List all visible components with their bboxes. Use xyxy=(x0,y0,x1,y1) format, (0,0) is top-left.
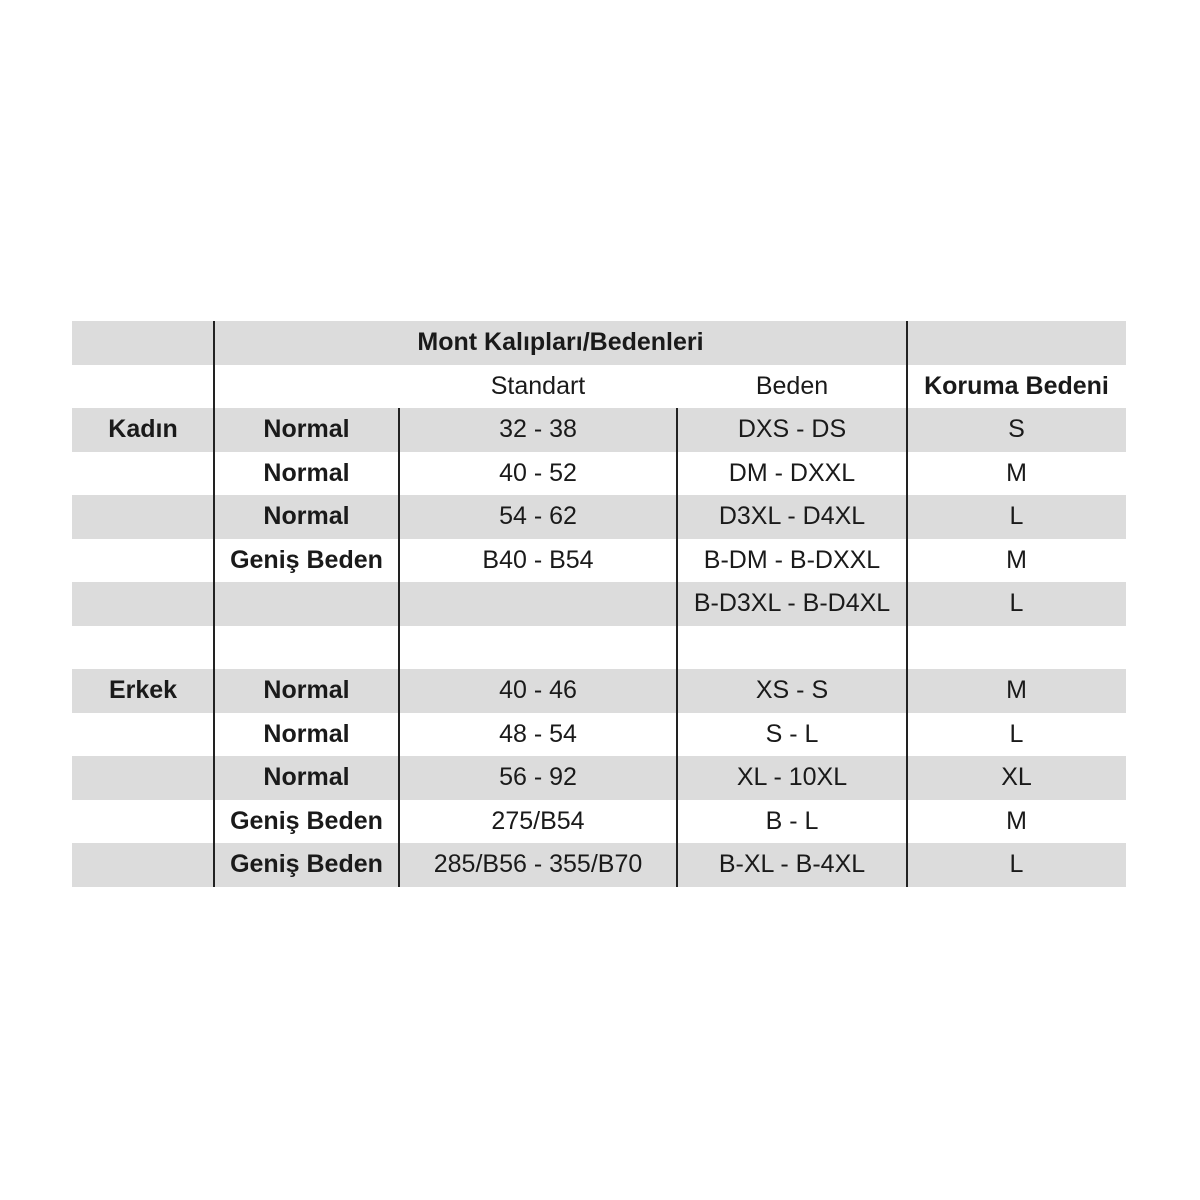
table-row xyxy=(72,539,1126,583)
standart-cell: 40 - 52 xyxy=(499,458,577,487)
beden-cell: B-XL - B-4XL xyxy=(718,850,866,879)
fit-label: Normal xyxy=(263,763,350,792)
koruma-cell: XL xyxy=(1001,763,1032,792)
table-row xyxy=(72,582,1126,626)
fit-label: Normal xyxy=(263,458,350,487)
divider-after-group xyxy=(213,321,215,887)
beden-cell: DM - DXXL xyxy=(728,458,856,487)
fit-label: Normal xyxy=(263,502,350,531)
group-label xyxy=(72,756,214,800)
group-label xyxy=(72,800,214,844)
table-row xyxy=(72,626,1126,670)
fit-label: Normal xyxy=(263,415,350,444)
fit-label: Geniş Beden xyxy=(230,545,383,574)
beden-cell: DXS - DS xyxy=(737,415,847,444)
standart-cell: B40 - B54 xyxy=(482,545,594,574)
table-row xyxy=(72,669,1126,713)
fit-label xyxy=(214,582,399,626)
koruma-cell: L xyxy=(1009,850,1024,879)
table-row xyxy=(72,800,1126,844)
header-row xyxy=(72,365,1126,409)
koruma-cell: M xyxy=(1006,806,1027,835)
beden-cell: B-DM - B-DXXL xyxy=(703,545,881,574)
fit-label: Geniş Beden xyxy=(230,850,383,879)
koruma-cell xyxy=(907,626,1126,670)
beden-cell: XS - S xyxy=(755,676,829,705)
koruma-cell: M xyxy=(1006,458,1027,487)
divider-after-fit xyxy=(398,408,400,887)
fit-label: Geniş Beden xyxy=(230,806,383,835)
group-label xyxy=(72,626,214,670)
standart-cell: 54 - 62 xyxy=(499,502,577,531)
beden-cell: B-D3XL - B-D4XL xyxy=(693,589,891,618)
group-label xyxy=(72,843,214,887)
beden-cell: D3XL - D4XL xyxy=(718,502,866,531)
koruma-cell: L xyxy=(1009,502,1024,531)
table-row xyxy=(72,408,1126,452)
table-row xyxy=(72,495,1126,539)
koruma-cell: L xyxy=(1009,589,1024,618)
koruma-cell: M xyxy=(1006,676,1027,705)
fit-label xyxy=(214,626,399,670)
title-row xyxy=(72,321,1126,365)
divider-after-beden xyxy=(906,321,908,887)
standart-cell: 32 - 38 xyxy=(499,415,577,444)
group-label xyxy=(72,452,214,496)
group-label: Kadın xyxy=(108,415,178,444)
group-label: Erkek xyxy=(108,676,178,705)
standart-cell: 285/B56 - 355/B70 xyxy=(433,850,643,879)
beden-cell xyxy=(677,626,907,670)
koruma-cell: S xyxy=(1008,415,1025,444)
standart-cell: 275/B54 xyxy=(491,806,585,835)
standart-cell: 48 - 54 xyxy=(499,719,577,748)
table-title: Mont Kalıpları/Bedenleri xyxy=(417,328,704,357)
group-label xyxy=(72,713,214,757)
group-label xyxy=(72,582,214,626)
header-beden: Beden xyxy=(755,371,829,400)
header-standart: Standart xyxy=(490,371,586,400)
beden-cell: S - L xyxy=(765,719,819,748)
beden-cell: XL - 10XL xyxy=(736,763,848,792)
koruma-cell: M xyxy=(1006,545,1027,574)
table-row xyxy=(72,843,1126,887)
group-label xyxy=(72,539,214,583)
table-row xyxy=(72,452,1126,496)
fit-label: Normal xyxy=(263,719,350,748)
standart-cell: 40 - 46 xyxy=(499,676,577,705)
standart-cell xyxy=(399,582,677,626)
fit-label: Normal xyxy=(263,676,350,705)
size-table xyxy=(72,321,1126,887)
header-koruma-bedeni: Koruma Bedeni xyxy=(924,371,1109,400)
standart-cell: 56 - 92 xyxy=(499,763,577,792)
table-row xyxy=(72,756,1126,800)
table-row xyxy=(72,713,1126,757)
group-label xyxy=(72,495,214,539)
beden-cell: B - L xyxy=(765,806,819,835)
divider-after-standart xyxy=(676,408,678,887)
koruma-cell: L xyxy=(1009,719,1024,748)
standart-cell xyxy=(399,626,677,670)
